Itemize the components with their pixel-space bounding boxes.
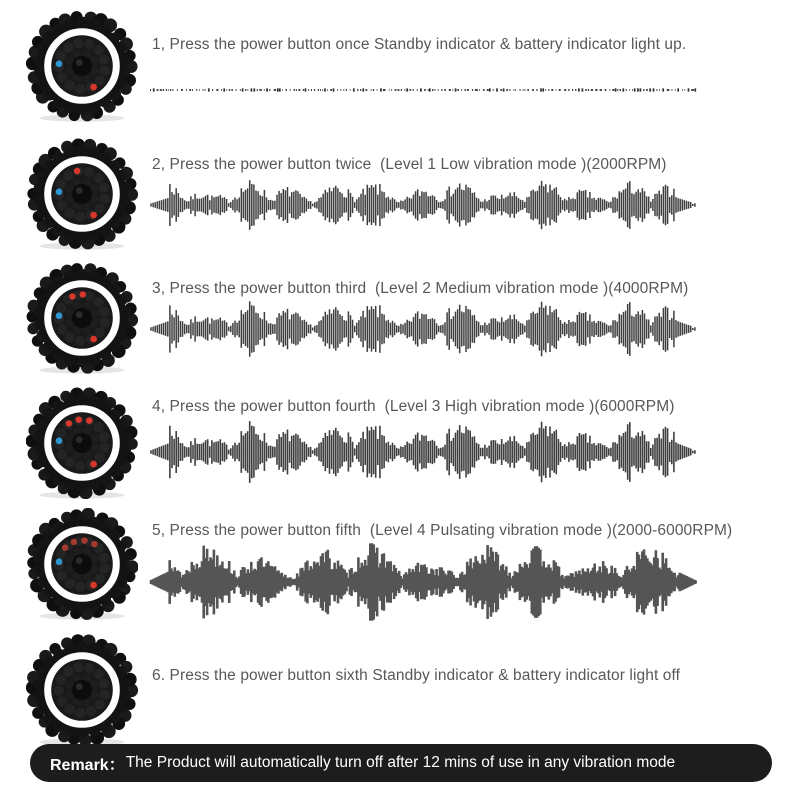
massage-ball-image-off bbox=[26, 634, 138, 746]
massage-ball-image-level-2 bbox=[26, 262, 138, 374]
massage-ball-image-level-3 bbox=[26, 387, 138, 499]
instruction-step-6 bbox=[0, 634, 800, 744]
instruction-step-3 bbox=[0, 262, 800, 384]
instruction-step-1 bbox=[0, 10, 800, 134]
vibration-waveform-standby bbox=[149, 82, 697, 98]
remark-label: Remark： bbox=[50, 756, 125, 774]
step-5-text: 5, Press the power button fifth (Level 4 Pulsating vibration mode )(2000-6000RPM) bbox=[152, 522, 733, 539]
massage-ball-image-level-1 bbox=[26, 138, 138, 250]
instruction-step-2 bbox=[0, 138, 800, 260]
vibration-waveform-level-1 bbox=[149, 179, 697, 231]
step-1-text: 1, Press the power button once Standby indicator & battery indicator light up. bbox=[152, 36, 687, 53]
step-4-text: 4, Press the power button fourth (Level 3 High vibration mode )(6000RPM) bbox=[152, 398, 675, 415]
instruction-step-4 bbox=[0, 387, 800, 505]
remark-text: The Product will automatically turn off after 12 mins of use in any vibration mode bbox=[125, 754, 676, 771]
vibration-waveform-level-3 bbox=[149, 420, 697, 484]
step-3-text: 3, Press the power button third (Level 2 Medium vibration mode )(4000RPM) bbox=[152, 280, 689, 297]
step-2-text: 2, Press the power button twice (Level 1 Low vibration mode )(2000RPM) bbox=[152, 156, 667, 173]
step-6-text: 6. Press the power button sixth Standby indicator & battery indicator light off bbox=[152, 667, 681, 684]
remark-banner bbox=[30, 744, 772, 782]
instruction-step-5 bbox=[0, 508, 800, 632]
massage-ball-image-level-4 bbox=[26, 508, 138, 620]
massage-ball-image-standby bbox=[26, 10, 138, 122]
vibration-waveform-level-4 bbox=[149, 543, 697, 621]
vibration-waveform-level-2 bbox=[149, 300, 697, 358]
